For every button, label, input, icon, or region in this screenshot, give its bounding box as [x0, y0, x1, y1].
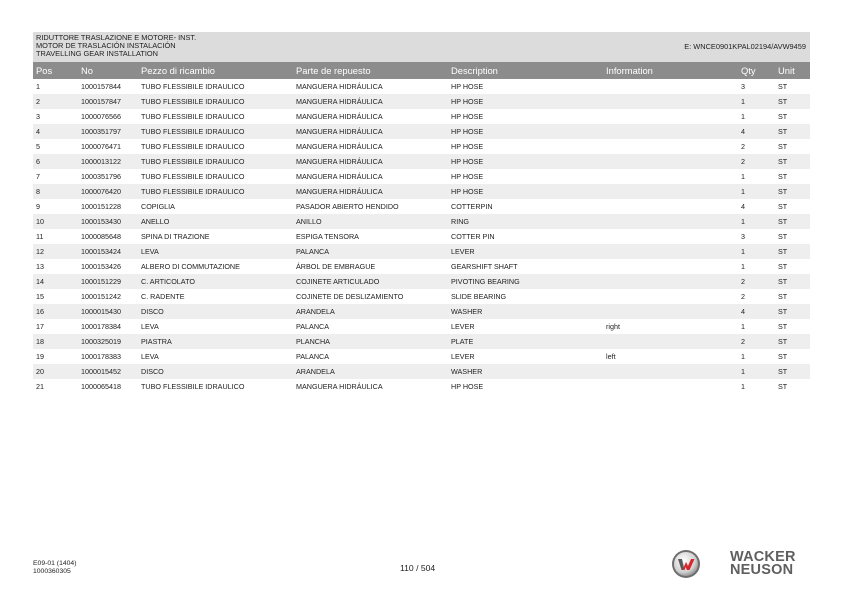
cell-unit: ST	[778, 172, 788, 181]
cell-part-number: 1000015452	[81, 367, 121, 376]
table-row	[33, 364, 810, 379]
table-row	[33, 274, 810, 289]
col-header-spanish: Parte de repuesto	[296, 65, 371, 76]
cell-unit: ST	[778, 262, 788, 271]
table-row	[33, 139, 810, 154]
cell-spanish: ARANDELA	[296, 367, 335, 376]
cell-qty: 3	[741, 82, 745, 91]
cell-qty: 1	[741, 172, 745, 181]
cell-qty: 1	[741, 187, 745, 196]
cell-part-number: 1000325019	[81, 337, 121, 346]
cell-italian: TUBO FLESSIBILE IDRAULICO	[141, 112, 245, 121]
cell-information	[603, 289, 738, 304]
cell-italian: TUBO FLESSIBILE IDRAULICO	[141, 142, 245, 151]
table-row	[33, 124, 810, 139]
cell-spanish: ARANDELA	[296, 307, 335, 316]
cell-description: HP HOSE	[451, 142, 484, 151]
cell-qty: 2	[741, 292, 745, 301]
cell-pos: 2	[36, 97, 40, 106]
footer-doc-number: 1000360305	[33, 567, 71, 575]
cell-description: SLIDE BEARING	[451, 292, 507, 301]
cell-spanish: ÁRBOL DE EMBRAGUE	[296, 262, 376, 271]
cell-information: left	[606, 352, 616, 361]
cell-description: LEVER	[451, 247, 475, 256]
cell-qty: 4	[741, 127, 745, 136]
cell-italian: TUBO FLESSIBILE IDRAULICO	[141, 187, 245, 196]
cell-information	[603, 169, 738, 184]
cell-pos: 8	[36, 187, 40, 196]
cell-description: COTTERPIN	[451, 202, 493, 211]
table-row	[33, 184, 810, 199]
title-italian: RIDUTTORE TRASLAZIONE E MOTORE- INST.	[36, 33, 197, 42]
cell-qty: 2	[741, 142, 745, 151]
col-header-unit: Unit	[778, 65, 795, 76]
cell-pos: 12	[36, 247, 44, 256]
title-spanish: MOTOR DE TRASLACIÓN INSTALACIÓN	[36, 41, 176, 51]
cell-information	[603, 94, 738, 109]
cell-italian: COPIGLIA	[141, 202, 175, 211]
cell-unit: ST	[778, 142, 788, 151]
cell-description: PIVOTING BEARING	[451, 277, 520, 286]
cell-part-number: 1000015430	[81, 307, 121, 316]
cell-unit: ST	[778, 82, 788, 91]
cell-spanish: PALANCA	[296, 247, 330, 256]
cell-qty: 2	[741, 157, 745, 166]
assembly-title	[36, 34, 196, 59]
table-row	[33, 244, 810, 259]
cell-pos: 20	[36, 367, 44, 376]
cell-information	[603, 334, 738, 349]
cell-qty: 3	[741, 232, 745, 241]
cell-description: PLATE	[451, 337, 474, 346]
cell-information	[603, 229, 738, 244]
table-row	[33, 349, 810, 364]
cell-italian: TUBO FLESSIBILE IDRAULICO	[141, 82, 245, 91]
cell-part-number: 1000153430	[81, 217, 121, 226]
cell-unit: ST	[778, 367, 788, 376]
cell-spanish: PLANCHA	[296, 337, 330, 346]
cell-unit: ST	[778, 382, 788, 391]
cell-spanish: MANGUERA HIDRÁULICA	[296, 97, 383, 106]
document-reference: E: WNCE0901KPAL02194/AVW9459	[684, 42, 806, 51]
table-row	[33, 109, 810, 124]
cell-pos: 3	[36, 112, 40, 121]
cell-unit: ST	[778, 337, 788, 346]
brand-line-1: WACKER	[730, 549, 796, 565]
cell-description: COTTER PIN	[451, 232, 495, 241]
cell-pos: 9	[36, 202, 40, 211]
brand-logo	[730, 551, 796, 577]
cell-description: WASHER	[451, 367, 483, 376]
cell-italian: LEVA	[141, 322, 159, 331]
cell-spanish: MANGUERA HIDRÁULICA	[296, 127, 383, 136]
cell-italian: ALBERO DI COMMUTAZIONE	[141, 262, 240, 271]
col-header-pos: Pos	[36, 65, 53, 76]
cell-qty: 1	[741, 217, 745, 226]
footer-edition: E09-01 (1404)	[33, 560, 77, 567]
cell-description: HP HOSE	[451, 82, 484, 91]
wacker-neuson-emblem-icon	[671, 549, 701, 579]
cell-unit: ST	[778, 232, 788, 241]
cell-part-number: 1000076566	[81, 112, 121, 121]
cell-information	[603, 364, 738, 379]
cell-description: GEARSHIFT SHAFT	[451, 262, 518, 271]
brand-line-2: NEUSON	[730, 562, 794, 578]
cell-part-number: 1000351796	[81, 172, 121, 181]
cell-information	[603, 244, 738, 259]
cell-part-number: 1000151242	[81, 292, 121, 301]
col-header-description: Description	[451, 65, 498, 76]
cell-information	[603, 274, 738, 289]
cell-spanish: COJINETE ARTICULADO	[296, 277, 380, 286]
cell-part-number: 1000076471	[81, 142, 121, 151]
table-row	[33, 154, 810, 169]
cell-part-number: 1000153426	[81, 262, 121, 271]
cell-pos: 21	[36, 382, 44, 391]
cell-unit: ST	[778, 202, 788, 211]
cell-information	[603, 79, 738, 94]
col-header-information: Information	[606, 65, 653, 76]
cell-description: HP HOSE	[451, 187, 484, 196]
cell-description: HP HOSE	[451, 157, 484, 166]
cell-spanish: PASADOR ABIERTO HENDIDO	[296, 202, 399, 211]
cell-description: LEVER	[451, 322, 475, 331]
table-header-row	[33, 62, 810, 79]
col-header-italian: Pezzo di ricambio	[141, 65, 215, 76]
title-english: TRAVELLING GEAR INSTALLATION	[36, 49, 158, 59]
cell-information	[603, 259, 738, 274]
cell-description: HP HOSE	[451, 97, 484, 106]
cell-information	[603, 184, 738, 199]
cell-part-number: 1000076420	[81, 187, 121, 196]
cell-part-number: 1000013122	[81, 157, 121, 166]
cell-spanish: MANGUERA HIDRÁULICA	[296, 112, 383, 121]
cell-italian: C. ARTICOLATO	[141, 277, 195, 286]
cell-spanish: COJINETE DE DESLIZAMIENTO	[296, 292, 404, 301]
table-row	[33, 94, 810, 109]
cell-part-number: 1000065418	[81, 382, 121, 391]
cell-italian: TUBO FLESSIBILE IDRAULICO	[141, 127, 245, 136]
cell-spanish: MANGUERA HIDRÁULICA	[296, 82, 383, 91]
cell-part-number: 1000178383	[81, 352, 121, 361]
cell-part-number: 1000151229	[81, 277, 121, 286]
cell-part-number: 1000157844	[81, 82, 121, 91]
table-row	[33, 319, 810, 334]
cell-spanish: MANGUERA HIDRÁULICA	[296, 157, 383, 166]
cell-qty: 1	[741, 322, 745, 331]
cell-qty: 1	[741, 247, 745, 256]
cell-information	[603, 124, 738, 139]
cell-information	[603, 214, 738, 229]
cell-information	[603, 109, 738, 124]
cell-unit: ST	[778, 247, 788, 256]
cell-italian: TUBO FLESSIBILE IDRAULICO	[141, 157, 245, 166]
cell-part-number: 1000157847	[81, 97, 121, 106]
table-row	[33, 199, 810, 214]
cell-italian: TUBO FLESSIBILE IDRAULICO	[141, 382, 245, 391]
cell-italian: LEVA	[141, 352, 159, 361]
footer-codes	[33, 560, 76, 575]
cell-part-number: 1000085648	[81, 232, 121, 241]
cell-qty: 1	[741, 97, 745, 106]
cell-qty: 4	[741, 307, 745, 316]
cell-qty: 1	[741, 382, 745, 391]
cell-italian: TUBO FLESSIBILE IDRAULICO	[141, 172, 245, 181]
cell-qty: 4	[741, 202, 745, 211]
cell-italian: DISCO	[141, 367, 164, 376]
cell-italian: C. RADENTE	[141, 292, 185, 301]
table-row	[33, 229, 810, 244]
cell-unit: ST	[778, 322, 788, 331]
cell-part-number: 1000151228	[81, 202, 121, 211]
cell-description: LEVER	[451, 352, 475, 361]
cell-spanish: PALANCA	[296, 322, 330, 331]
cell-unit: ST	[778, 307, 788, 316]
title-band	[33, 32, 810, 62]
cell-description: WASHER	[451, 307, 483, 316]
cell-spanish: MANGUERA HIDRÁULICA	[296, 382, 383, 391]
cell-description: RING	[451, 217, 469, 226]
table-row	[33, 169, 810, 184]
cell-pos: 6	[36, 157, 40, 166]
parts-table	[33, 62, 810, 394]
table-row	[33, 379, 810, 394]
cell-pos: 19	[36, 352, 44, 361]
cell-part-number: 1000178384	[81, 322, 121, 331]
cell-information	[603, 154, 738, 169]
cell-spanish: MANGUERA HIDRÁULICA	[296, 142, 383, 151]
cell-part-number: 1000153424	[81, 247, 121, 256]
cell-italian: TUBO FLESSIBILE IDRAULICO	[141, 97, 245, 106]
cell-qty: 1	[741, 262, 745, 271]
cell-qty: 2	[741, 277, 745, 286]
cell-qty: 1	[741, 112, 745, 121]
cell-spanish: MANGUERA HIDRÁULICA	[296, 172, 383, 181]
cell-pos: 4	[36, 127, 40, 136]
table-row	[33, 259, 810, 274]
cell-qty: 1	[741, 367, 745, 376]
table-row	[33, 334, 810, 349]
cell-information	[603, 379, 738, 394]
cell-spanish: ANILLO	[296, 217, 322, 226]
cell-pos: 5	[36, 142, 40, 151]
col-header-qty: Qty	[741, 65, 756, 76]
cell-description: HP HOSE	[451, 172, 484, 181]
cell-description: HP HOSE	[451, 112, 484, 121]
cell-pos: 1	[36, 82, 40, 91]
cell-qty: 1	[741, 352, 745, 361]
cell-description: HP HOSE	[451, 382, 484, 391]
cell-unit: ST	[778, 352, 788, 361]
cell-unit: ST	[778, 187, 788, 196]
cell-italian: SPINA DI TRAZIONE	[141, 232, 210, 241]
cell-spanish: MANGUERA HIDRÁULICA	[296, 187, 383, 196]
table-row	[33, 214, 810, 229]
cell-italian: ANELLO	[141, 217, 170, 226]
cell-italian: DISCO	[141, 307, 164, 316]
cell-pos: 7	[36, 172, 40, 181]
cell-information: right	[606, 322, 620, 331]
page-number: 110 / 504	[400, 563, 436, 573]
cell-qty: 2	[741, 337, 745, 346]
cell-unit: ST	[778, 127, 788, 136]
cell-pos: 15	[36, 292, 44, 301]
cell-pos: 16	[36, 307, 44, 316]
cell-italian: LEVA	[141, 247, 159, 256]
cell-pos: 14	[36, 277, 44, 286]
cell-information	[603, 199, 738, 214]
cell-pos: 10	[36, 217, 44, 226]
cell-pos: 13	[36, 262, 44, 271]
cell-spanish: PALANCA	[296, 352, 330, 361]
cell-information	[603, 304, 738, 319]
cell-italian: PIASTRA	[141, 337, 172, 346]
cell-unit: ST	[778, 217, 788, 226]
cell-unit: ST	[778, 292, 788, 301]
cell-description: HP HOSE	[451, 127, 484, 136]
cell-information	[603, 139, 738, 154]
cell-unit: ST	[778, 277, 788, 286]
col-header-no: No	[81, 65, 93, 76]
table-row	[33, 79, 810, 94]
table-row	[33, 304, 810, 319]
cell-unit: ST	[778, 157, 788, 166]
table-row	[33, 289, 810, 304]
cell-pos: 17	[36, 322, 44, 331]
cell-part-number: 1000351797	[81, 127, 121, 136]
cell-pos: 18	[36, 337, 44, 346]
cell-unit: ST	[778, 97, 788, 106]
cell-unit: ST	[778, 112, 788, 121]
cell-pos: 11	[36, 232, 44, 241]
cell-spanish: ESPIGA TENSORA	[296, 232, 359, 241]
